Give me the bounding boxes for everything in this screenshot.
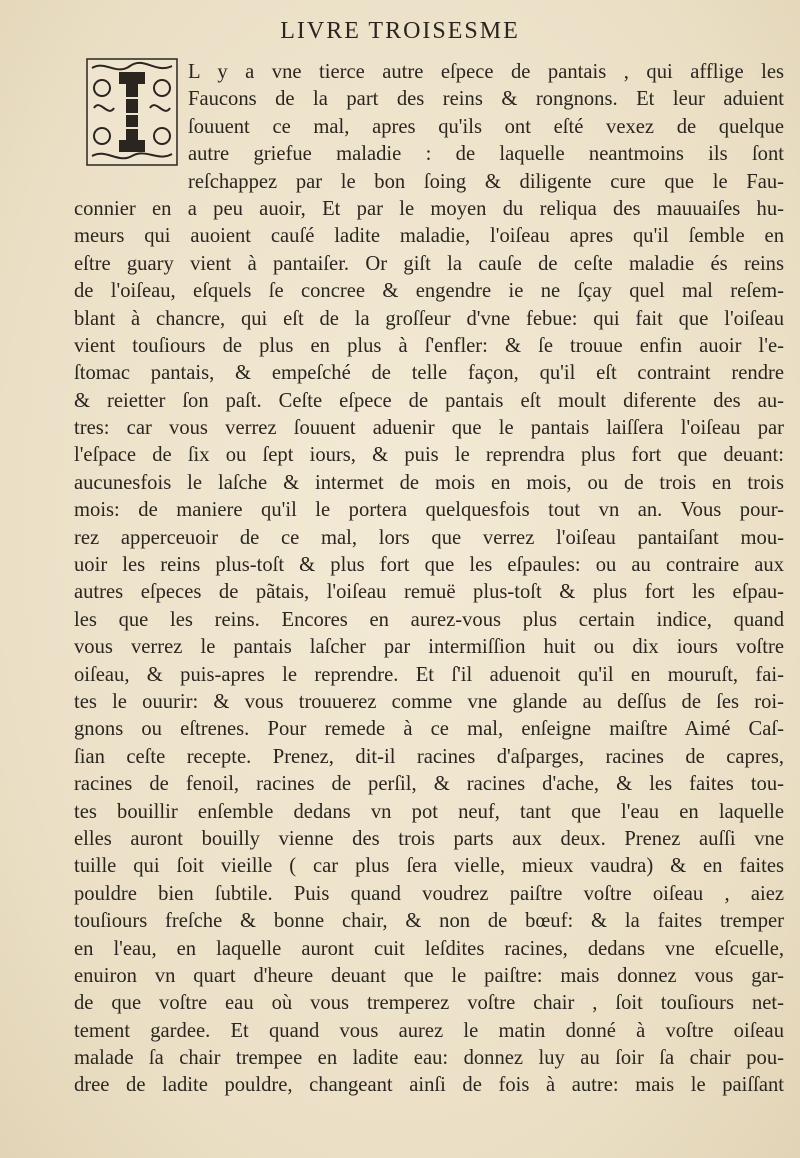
text-line: elles auront bouilly vienne des trois parts aux deux. Prenez auſſi vne xyxy=(74,827,784,850)
text-line: vous verrez le pantais laſcher par intermiſſion huit ou dix iours voſtre xyxy=(74,636,784,659)
text-line: en l'eau, en laquelle auront cuit leſdites racines, dedans vne eſcuelle, xyxy=(74,937,784,960)
text-line: tuille qui ſoit vieille ( car plus ſera vielle, mieux vaudra) & en faites xyxy=(74,855,784,878)
text-line: & reietter ſon paſt. Ceſte eſpece de pantais eſt moult diferente des au- xyxy=(74,389,784,412)
text-line: gnons ou eſtrenes. Pour remede à ce mal, enſeigne maiſtre Aimé Caſ- xyxy=(74,718,784,741)
text-line: connier en a peu auoir, Et par le moyen du reliqua des mauuaiſes hu- xyxy=(74,197,784,220)
text-line: dree de ladite pouldre, changeant ainſi de fois à autre: mais le paiſſant xyxy=(74,1074,784,1097)
text-line: de que voſtre eau où vous tremperez voſtre chair , ſoit touſiours net- xyxy=(74,992,784,1015)
text-line: enuiron vn quart d'heure deuant que le paiſtre: mais donnez vous gar- xyxy=(74,964,784,987)
text-line: tement gardee. Et quand vous aurez le matin donné à voſtre oiſeau xyxy=(74,1019,784,1042)
text-line: oiſeau, & puis-apres le reprendre. Et ſ'il aduenoit qu'il en mouruſt, fai- xyxy=(74,663,784,686)
text-line: les que les reins. Encores en aurez-vous plus certain indice, quand xyxy=(74,608,784,631)
text-line: ſtomac pantais, & empeſché de telle façon, qu'il eſt contraint rendre xyxy=(74,362,784,385)
text-line: L y a vne tierce autre eſpece de pantais , qui afflige les xyxy=(188,61,784,83)
text-line: tres: car vous verrez ſouuent aduenir que le pantais laiſſera l'oiſeau par xyxy=(74,417,784,440)
text-line: tes le ouurir: & vous trouuerez comme vne glande au deſſus de ſes roi- xyxy=(74,690,784,713)
text-line: ſian ceſte recepte. Prenez, dit-il racines d'aſparges, racines de capres, xyxy=(74,745,784,768)
text-line: uoir les reins plus-toſt & plus fort que les eſpaules: ou au contraire aux xyxy=(74,554,784,577)
text-line: aucunesfois le laſche & intermet de mois en mois, ou de trois en trois xyxy=(74,471,784,494)
running-header: LIVRE TROISESME xyxy=(280,18,520,44)
body-text xyxy=(74,59,784,1100)
text-line: eſtre guary vient à pantaiſer. Or giſt la cauſe de ceſte maladie és reins xyxy=(74,252,784,275)
text-line: pouldre bien ſubtile. Puis quand voudrez paiſtre voſtre oiſeau , aiez xyxy=(74,882,784,905)
text-line: racines de fenoil, racines de perſil, & racines d'ache, & les faites tou- xyxy=(74,773,784,796)
text-line: mois: de maniere qu'il le portera quelquesfois tout vn an. Vous pour- xyxy=(74,499,784,522)
text-line: reſchappez par le bon ſoing & diligente cure que le Fau- xyxy=(188,170,784,193)
text-line: l'eſpace de ſix ou ſept iours, & puis le reprendra plus fort que deuant: xyxy=(74,444,784,467)
text-line: de l'oiſeau, eſquels ſe concree & engendre ie ne ſçay quel mal reſem- xyxy=(74,280,784,303)
text-line: Faucons de la part des reins & rongnons. Et leur aduient xyxy=(188,88,784,111)
text-line: meurs qui auoient cauſé ladite maladie, l'oiſeau apres qu'il ſemble en xyxy=(74,225,784,248)
text-line: touſiours freſche & bonne chair, & non de bœuf: & la faites tremper xyxy=(74,910,784,933)
text-line: vient touſiours de plus en plus à ſ'enfler: & ſe trouue enfin auoir l'e- xyxy=(74,334,784,357)
text-line: autres eſpeces de pãtais, l'oiſeau remuë plus-toſt & plus fort les eſpau- xyxy=(74,581,784,604)
text-line: blant à chancre, qui eſt de la groſſeur d'vne febue: qui fait que l'oiſeau xyxy=(74,307,784,330)
text-line: tes bouillir enſemble dedans vn pot neuf, tant que l'eau en laquelle xyxy=(74,800,784,823)
text-line: malade ſa chair trempee en ladite eau: donnez luy au ſoir ſa chair pou- xyxy=(74,1047,784,1070)
text-line: ſouuent ce mal, apres qu'ils ont eſté vexez de quelque xyxy=(188,115,784,138)
text-line: autre griefue maladie : de laquelle neantmoins ils ſont xyxy=(188,143,784,166)
text-line: rez apperceuoir de ce mal, lors que verrez l'oiſeau pantaiſant mou- xyxy=(74,526,784,549)
